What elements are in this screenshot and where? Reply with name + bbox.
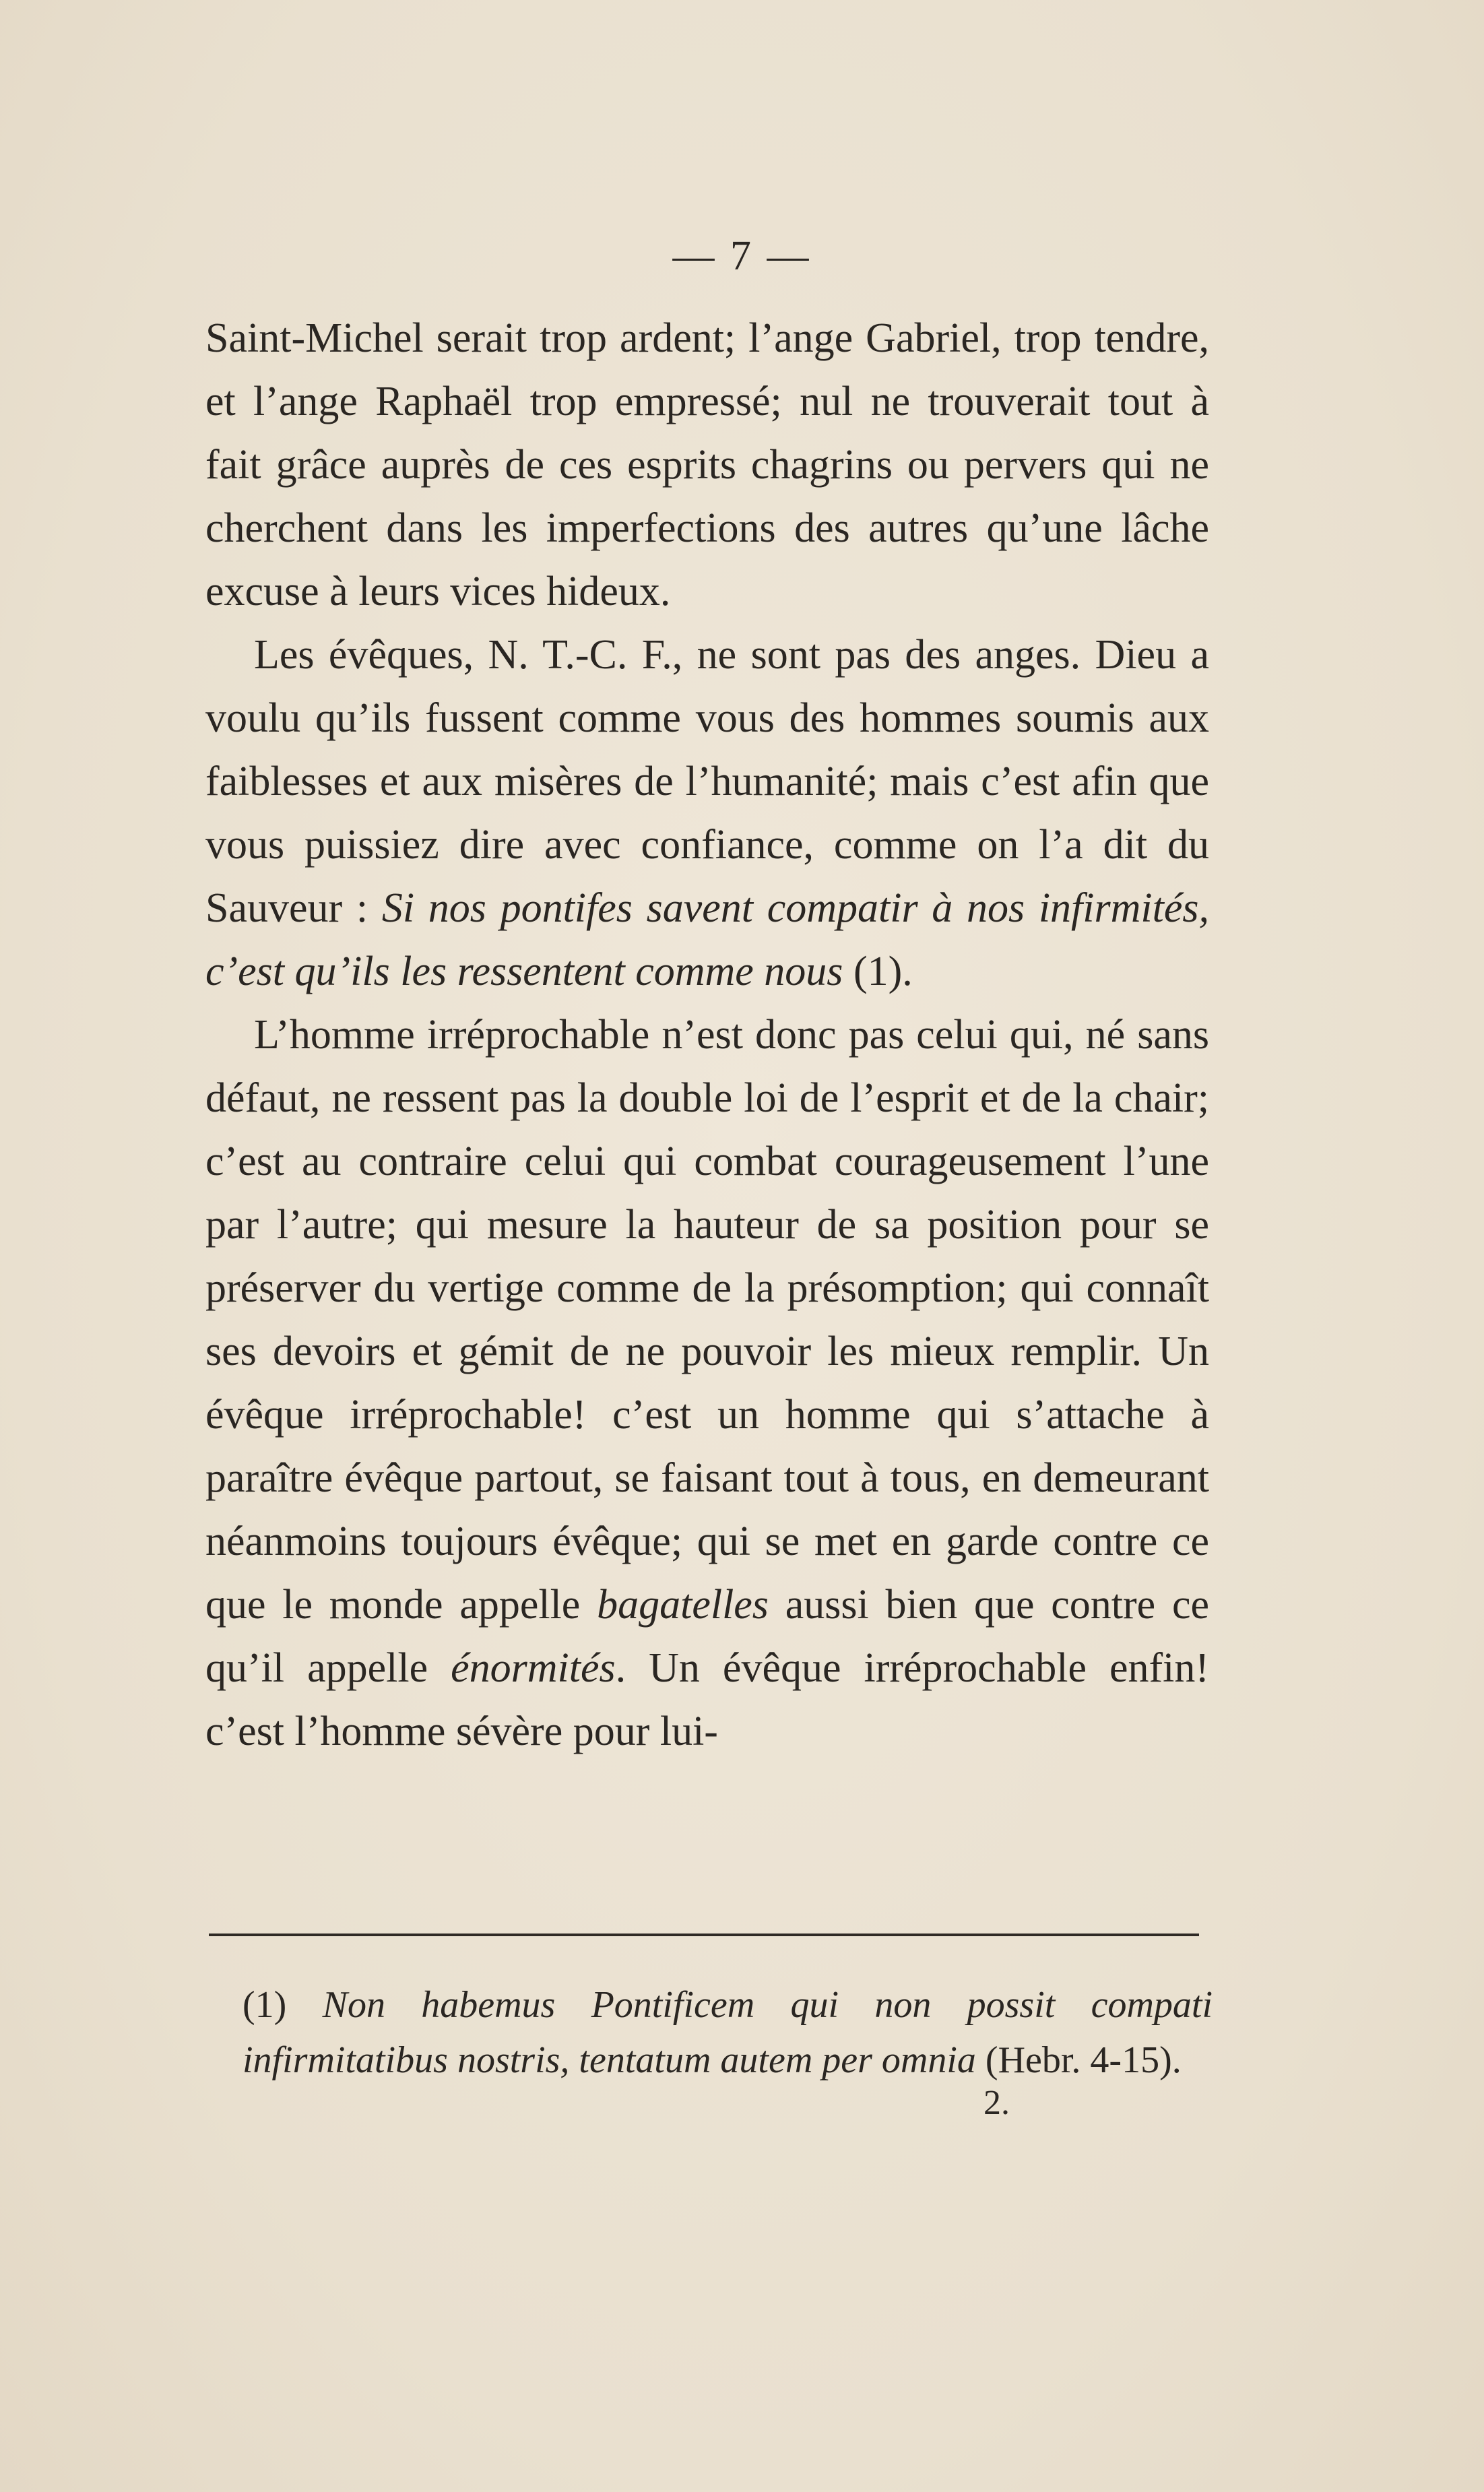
footnote-latin-quote: Non habemus Pontificem qui non possit compati infirmitatibus nostris, tentatum autem per omnia <box>243 1984 1213 2081</box>
paragraph-3 <box>205 1003 1209 1763</box>
paragraph-3-text-c: . Un évêque irréprochable enfin! c’est l’homme sévère pour lui- <box>205 1645 1209 1754</box>
word-bagatelles: bagatelles <box>597 1582 769 1628</box>
signature-mark: 2. <box>983 2084 1010 2122</box>
paragraph-2 <box>205 623 1209 1003</box>
paragraph-2-quote: Si nos pontifes savent compatir à nos infirmités, c’est qu’ils les ressentent comme nous <box>205 885 1210 994</box>
footnote <box>243 1977 1213 2088</box>
footnote-divider <box>209 1934 1199 1936</box>
paragraph-1 <box>205 307 1209 623</box>
paragraph-3-text-b: aussi bien que contre ce qu’il appelle <box>205 1582 1209 1691</box>
paragraph-1-text: Saint-Michel serait trop ardent; l’ange Gabriel, trop tendre, et l’ange Raphaël trop empressé; nul ne trouverait tout à fait grâce auprès de ces esprits chagrins ou pervers qui ne cherchent dans les imperfections des autres qu’une lâche excuse à leurs vices hideux. <box>205 315 1209 614</box>
footnote-marker: (1) <box>243 1984 323 2026</box>
main-text <box>205 307 1209 1763</box>
paragraph-2-text: Les évêques, N. T.-C. F., ne sont pas des anges. Dieu a voulu qu’ils fussent comme vous des hommes soumis aux faiblesses et aux misères de l’humanité; mais c’est afin que vous puissiez dire avec confiance, comme on l’a dit du Sauveur : <box>205 632 1209 931</box>
footnote-reference: (1). <box>843 949 913 994</box>
paragraph-3-text-a: L’homme irréprochable n’est donc pas celui qui, né sans défaut, ne ressent pas la double loi de l’esprit et de la chair; c’est au contraire celui qui combat courageusement l’une par l’autre; qui mesure la hauteur de sa position pour se préserver du vertige comme de la présomption; qui connaît ses devoirs et gémit de ne pouvoir les mieux remplir. Un évêque irréprochable! c’est un homme qui s’attache à paraître évêque partout, se faisant tout à tous, en demeurant néanmoins toujours évêque; qui se met en garde contre ce que le monde appelle <box>205 1012 1209 1628</box>
page-number: — 7 — <box>672 233 812 279</box>
footnote-citation: (Hebr. 4-15). <box>975 2039 1182 2081</box>
word-enormites: énormités <box>451 1645 616 1691</box>
